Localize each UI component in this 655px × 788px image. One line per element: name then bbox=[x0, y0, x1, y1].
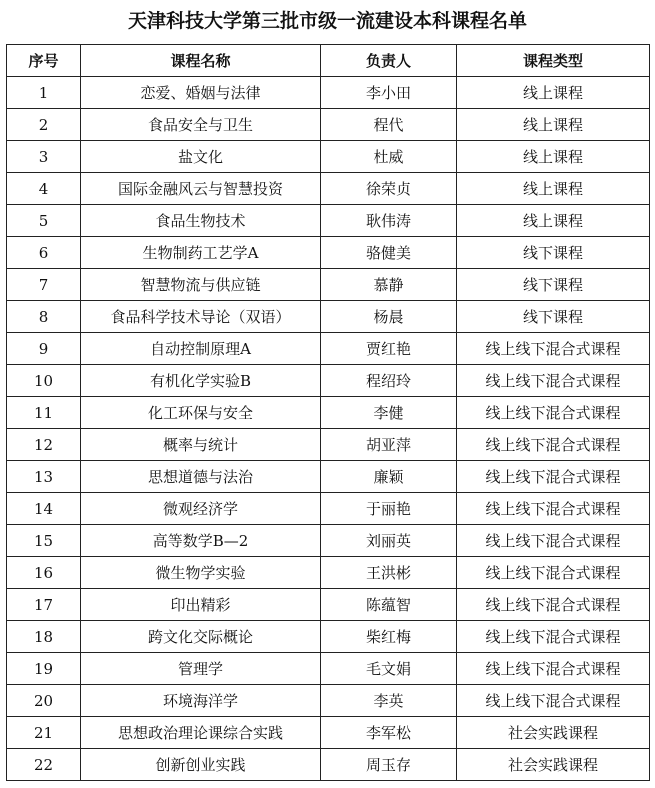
cell-course-name: 国际金融风云与智慧投资 bbox=[81, 173, 321, 205]
cell-course-name: 智慧物流与供应链 bbox=[81, 269, 321, 301]
cell-course-name: 微观经济学 bbox=[81, 493, 321, 525]
cell-lead: 李健 bbox=[321, 397, 457, 429]
cell-lead: 胡亚萍 bbox=[321, 429, 457, 461]
cell-course-type: 线上线下混合式课程 bbox=[457, 525, 650, 557]
cell-course-name: 微生物学实验 bbox=[81, 557, 321, 589]
cell-lead: 廉颖 bbox=[321, 461, 457, 493]
cell-lead: 耿伟涛 bbox=[321, 205, 457, 237]
cell-lead: 李小田 bbox=[321, 77, 457, 109]
cell-course-name: 环境海洋学 bbox=[81, 685, 321, 717]
cell-course-type: 线上课程 bbox=[457, 109, 650, 141]
cell-lead: 毛文娟 bbox=[321, 653, 457, 685]
table-row bbox=[7, 717, 650, 749]
cell-course-name: 自动控制原理A bbox=[81, 333, 321, 365]
cell-course-name: 生物制药工艺学A bbox=[81, 237, 321, 269]
cell-index: 11 bbox=[7, 397, 81, 429]
cell-lead: 程代 bbox=[321, 109, 457, 141]
cell-course-type: 线上课程 bbox=[457, 141, 650, 173]
table-row bbox=[7, 429, 650, 461]
cell-index: 12 bbox=[7, 429, 81, 461]
cell-lead: 李军松 bbox=[321, 717, 457, 749]
cell-course-name: 概率与统计 bbox=[81, 429, 321, 461]
cell-course-name: 思想政治理论课综合实践 bbox=[81, 717, 321, 749]
table-row bbox=[7, 461, 650, 493]
cell-index: 8 bbox=[7, 301, 81, 333]
table-row bbox=[7, 397, 650, 429]
table-body bbox=[7, 77, 650, 781]
table-row bbox=[7, 653, 650, 685]
cell-course-name: 管理学 bbox=[81, 653, 321, 685]
cell-lead: 程绍玲 bbox=[321, 365, 457, 397]
cell-lead: 周玉存 bbox=[321, 749, 457, 781]
table-row bbox=[7, 749, 650, 781]
cell-lead: 骆健美 bbox=[321, 237, 457, 269]
cell-course-type: 线上线下混合式课程 bbox=[457, 557, 650, 589]
cell-course-type: 社会实践课程 bbox=[457, 717, 650, 749]
cell-course-type: 线上课程 bbox=[457, 77, 650, 109]
cell-course-type: 线上线下混合式课程 bbox=[457, 685, 650, 717]
table-row bbox=[7, 365, 650, 397]
cell-course-name: 恋爱、婚姻与法律 bbox=[81, 77, 321, 109]
cell-course-name: 跨文化交际概论 bbox=[81, 621, 321, 653]
cell-course-type: 线上线下混合式课程 bbox=[457, 397, 650, 429]
cell-index: 4 bbox=[7, 173, 81, 205]
cell-course-name: 印出精彩 bbox=[81, 589, 321, 621]
table-header-row bbox=[7, 45, 650, 77]
cell-course-type: 线上线下混合式课程 bbox=[457, 429, 650, 461]
table-row bbox=[7, 525, 650, 557]
cell-index: 20 bbox=[7, 685, 81, 717]
cell-course-type: 线上线下混合式课程 bbox=[457, 589, 650, 621]
table-row bbox=[7, 173, 650, 205]
course-table bbox=[6, 44, 650, 781]
cell-lead: 徐荣贞 bbox=[321, 173, 457, 205]
cell-lead: 于丽艳 bbox=[321, 493, 457, 525]
cell-index: 22 bbox=[7, 749, 81, 781]
cell-course-type: 线上线下混合式课程 bbox=[457, 461, 650, 493]
cell-index: 1 bbox=[7, 77, 81, 109]
cell-course-name: 高等数学B—2 bbox=[81, 525, 321, 557]
cell-lead: 陈蕴智 bbox=[321, 589, 457, 621]
table-row bbox=[7, 557, 650, 589]
cell-index: 3 bbox=[7, 141, 81, 173]
cell-index: 15 bbox=[7, 525, 81, 557]
cell-course-type: 线上课程 bbox=[457, 205, 650, 237]
cell-lead: 刘丽英 bbox=[321, 525, 457, 557]
cell-lead: 杨晨 bbox=[321, 301, 457, 333]
table-row bbox=[7, 205, 650, 237]
cell-course-type: 线上线下混合式课程 bbox=[457, 365, 650, 397]
cell-lead: 慕静 bbox=[321, 269, 457, 301]
cell-course-type: 线上线下混合式课程 bbox=[457, 621, 650, 653]
cell-lead: 贾红艳 bbox=[321, 333, 457, 365]
cell-index: 19 bbox=[7, 653, 81, 685]
header-course-type: 课程类型 bbox=[457, 45, 650, 77]
cell-index: 5 bbox=[7, 205, 81, 237]
cell-index: 6 bbox=[7, 237, 81, 269]
cell-course-type: 社会实践课程 bbox=[457, 749, 650, 781]
cell-course-type: 线上线下混合式课程 bbox=[457, 333, 650, 365]
table-row bbox=[7, 493, 650, 525]
table-row bbox=[7, 621, 650, 653]
cell-course-name: 食品生物技术 bbox=[81, 205, 321, 237]
cell-course-type: 线上课程 bbox=[457, 173, 650, 205]
cell-index: 13 bbox=[7, 461, 81, 493]
cell-lead: 王洪彬 bbox=[321, 557, 457, 589]
cell-index: 16 bbox=[7, 557, 81, 589]
cell-course-type: 线上线下混合式课程 bbox=[457, 493, 650, 525]
cell-course-type: 线下课程 bbox=[457, 269, 650, 301]
cell-course-type: 线下课程 bbox=[457, 301, 650, 333]
cell-course-name: 食品安全与卫生 bbox=[81, 109, 321, 141]
cell-lead: 李英 bbox=[321, 685, 457, 717]
header-index: 序号 bbox=[7, 45, 81, 77]
cell-course-type: 线上线下混合式课程 bbox=[457, 653, 650, 685]
cell-course-name: 食品科学技术导论（双语） bbox=[81, 301, 321, 333]
cell-course-name: 盐文化 bbox=[81, 141, 321, 173]
cell-index: 17 bbox=[7, 589, 81, 621]
cell-index: 9 bbox=[7, 333, 81, 365]
page-title: 天津科技大学第三批市级一流建设本科课程名单 bbox=[127, 10, 527, 32]
cell-index: 2 bbox=[7, 109, 81, 141]
cell-course-name: 创新创业实践 bbox=[81, 749, 321, 781]
cell-course-name: 化工环保与安全 bbox=[81, 397, 321, 429]
header-course-name: 课程名称 bbox=[81, 45, 321, 77]
cell-course-type: 线下课程 bbox=[457, 237, 650, 269]
table-row bbox=[7, 141, 650, 173]
cell-course-name: 有机化学实验B bbox=[81, 365, 321, 397]
cell-index: 18 bbox=[7, 621, 81, 653]
cell-lead: 柴红梅 bbox=[321, 621, 457, 653]
cell-lead: 杜威 bbox=[321, 141, 457, 173]
table-row bbox=[7, 333, 650, 365]
table-row bbox=[7, 237, 650, 269]
header-lead: 负责人 bbox=[321, 45, 457, 77]
table-row bbox=[7, 685, 650, 717]
cell-index: 10 bbox=[7, 365, 81, 397]
cell-course-name: 思想道德与法治 bbox=[81, 461, 321, 493]
table-row bbox=[7, 589, 650, 621]
cell-index: 7 bbox=[7, 269, 81, 301]
table-row bbox=[7, 301, 650, 333]
table-row bbox=[7, 77, 650, 109]
table-row bbox=[7, 109, 650, 141]
cell-index: 21 bbox=[7, 717, 81, 749]
table-row bbox=[7, 269, 650, 301]
cell-index: 14 bbox=[7, 493, 81, 525]
